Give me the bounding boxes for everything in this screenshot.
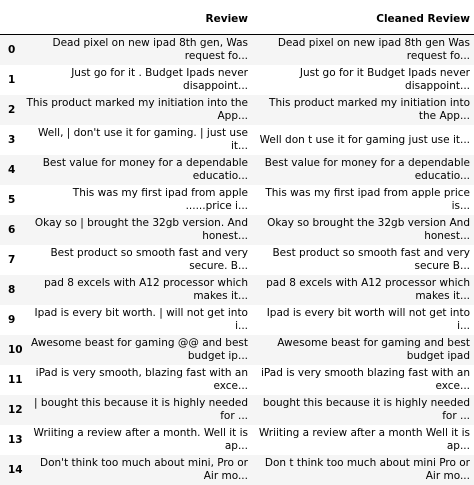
- review-text: This was my first ipad from apple ......price i...: [26, 187, 248, 213]
- table-row: [0, 455, 474, 485]
- cleaned-review-cell: [252, 395, 474, 425]
- table-row: [0, 275, 474, 305]
- review-text: Dead pixel on new ipad 8th gen, Was request fo...: [26, 37, 248, 63]
- cleaned-review-cell: [252, 65, 474, 95]
- table-body: [0, 35, 474, 485]
- table-row: [0, 245, 474, 275]
- row-index: 5: [0, 185, 22, 215]
- review-cell: [22, 155, 252, 185]
- review-cell: [22, 215, 252, 245]
- review-cell: [22, 245, 252, 275]
- table-row: [0, 95, 474, 125]
- review-cell: [22, 65, 252, 95]
- review-text: pad 8 excels with A12 processor which makes it...: [26, 277, 248, 303]
- table-row: [0, 425, 474, 455]
- cleaned-review-text: This was my first ipad from apple price is...: [256, 187, 470, 213]
- dataframe-table: [0, 2, 474, 485]
- cleaned-review-cell: [252, 245, 474, 275]
- row-index: 10: [0, 335, 22, 365]
- review-text: Best product so smooth fast and very secure. B...: [26, 247, 248, 273]
- cleaned-review-text: This product marked my initiation into the App...: [256, 97, 470, 123]
- cleaned-review-cell: [252, 455, 474, 485]
- cleaned-review-cell: [252, 95, 474, 125]
- row-index: 8: [0, 275, 22, 305]
- table-row: [0, 155, 474, 185]
- row-index: 11: [0, 365, 22, 395]
- cleaned-review-text: iPad is very smooth blazing fast with an exce...: [256, 367, 470, 393]
- review-cell: [22, 365, 252, 395]
- review-text: Well, | don't use it for gaming. | just use it...: [26, 127, 248, 153]
- table-row: [0, 185, 474, 215]
- table-row: [0, 395, 474, 425]
- review-text: This product marked my initiation into the App...: [26, 97, 248, 123]
- cleaned-review-text: Awesome beast for gaming and best budget ipad: [256, 337, 470, 363]
- row-index: 4: [0, 155, 22, 185]
- cleaned-review-cell: [252, 155, 474, 185]
- review-text: | bought this because it is highly needed for ...: [26, 397, 248, 423]
- table-row: [0, 215, 474, 245]
- review-cell: [22, 95, 252, 125]
- review-text: Wriiting a review after a month. Well it is ap...: [26, 427, 248, 453]
- review-text: Just go for it . Budget Ipads never disappoint...: [26, 67, 248, 93]
- cleaned-review-cell: [252, 185, 474, 215]
- row-index: 6: [0, 215, 22, 245]
- cleaned-review-cell: [252, 275, 474, 305]
- cleaned-review-cell: [252, 125, 474, 155]
- cleaned-review-text: Ipad is every bit worth will not get into i...: [256, 307, 470, 333]
- row-index: 9: [0, 305, 22, 335]
- index-header: [0, 2, 22, 35]
- cleaned-review-column-header: Cleaned Review: [252, 2, 474, 35]
- cleaned-review-cell: [252, 35, 474, 66]
- row-index: 14: [0, 455, 22, 485]
- cleaned-review-text: Okay so brought the 32gb version And honest...: [256, 217, 470, 243]
- table-row: [0, 365, 474, 395]
- review-cell: [22, 125, 252, 155]
- cleaned-review-text: Wriiting a review after a month Well it is ap...: [256, 427, 470, 453]
- cleaned-review-cell: [252, 425, 474, 455]
- cleaned-review-text: pad 8 excels with A12 processor which makes it...: [256, 277, 470, 303]
- cleaned-review-text: Well don t use it for gaming just use it...: [256, 134, 470, 147]
- cleaned-review-text: Don t think too much about mini Pro or Air mo...: [256, 457, 470, 483]
- review-text: iPad is very smooth, blazing fast with an exce...: [26, 367, 248, 393]
- row-index: 13: [0, 425, 22, 455]
- review-text: Don't think too much about mini, Pro or Air mo...: [26, 457, 248, 483]
- row-index: 7: [0, 245, 22, 275]
- row-index: 2: [0, 95, 22, 125]
- row-index: 1: [0, 65, 22, 95]
- review-text: Best value for money for a dependable educatio...: [26, 157, 248, 183]
- review-cell: [22, 305, 252, 335]
- review-cell: [22, 185, 252, 215]
- row-index: 0: [0, 35, 22, 66]
- review-text: Awesome beast for gaming @@ and best budget ip...: [26, 337, 248, 363]
- cleaned-review-text: Just go for it Budget Ipads never disappoint...: [256, 67, 470, 93]
- cleaned-review-text: Best value for money for a dependable educatio...: [256, 157, 470, 183]
- review-text: Okay so | brought the 32gb version. And honest...: [26, 217, 248, 243]
- table-row: [0, 65, 474, 95]
- review-cell: [22, 425, 252, 455]
- table-row: [0, 125, 474, 155]
- review-cell: [22, 275, 252, 305]
- table-row: [0, 335, 474, 365]
- cleaned-review-cell: [252, 305, 474, 335]
- review-cell: [22, 455, 252, 485]
- table-row: [0, 35, 474, 66]
- row-index: 3: [0, 125, 22, 155]
- cleaned-review-cell: [252, 335, 474, 365]
- review-text: Ipad is every bit worth. | will not get into i...: [26, 307, 248, 333]
- cleaned-review-cell: [252, 365, 474, 395]
- cleaned-review-text: bought this because it is highly needed for ...: [256, 397, 470, 423]
- cleaned-review-text: Best product so smooth fast and very secure B...: [256, 247, 470, 273]
- cleaned-review-cell: [252, 215, 474, 245]
- row-index: 12: [0, 395, 22, 425]
- cleaned-review-text: Dead pixel on new ipad 8th gen Was request fo...: [256, 37, 470, 63]
- review-cell: [22, 335, 252, 365]
- table-row: [0, 305, 474, 335]
- review-column-header: Review: [22, 2, 252, 35]
- review-cell: [22, 35, 252, 66]
- table-header: [0, 2, 474, 35]
- review-cell: [22, 395, 252, 425]
